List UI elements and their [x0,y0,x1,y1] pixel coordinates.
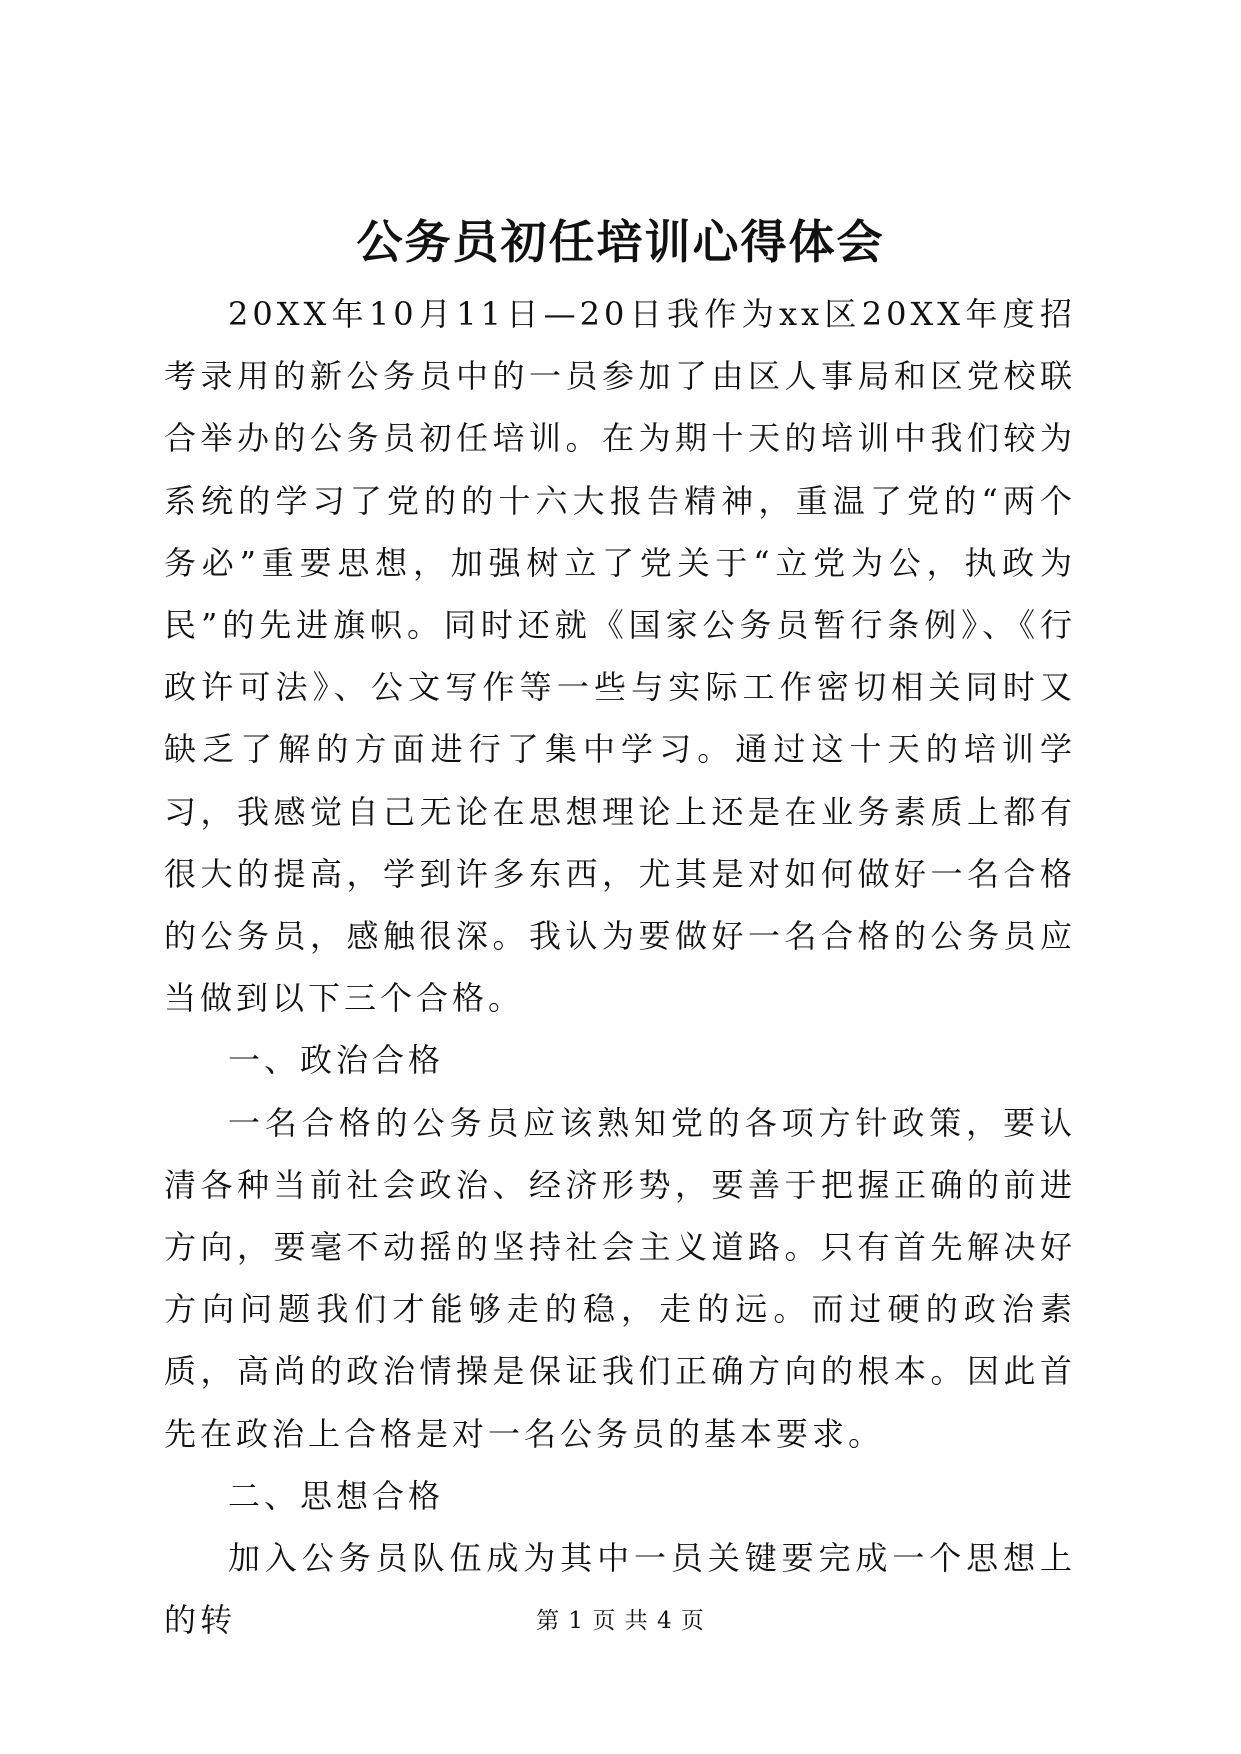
political-paragraph: 一名合格的公务员应该熟知党的各项方针政策，要认清各种当前社会政治、经济形势，要善于把握正确的前进方向，要毫不动摇的坚持社会主义道路。只有首先解决好方向问题我们才能够走的稳，走的远。而过硬的政治素质，高尚的政治情操是保证我们正确方向的根本。因此首先在政治上合格是对一名公务员的基本要求。 [164,1103,1076,1453]
page-footer: 第 1 页 共 4 页 [536,1608,705,1634]
section-heading-ideological: 二、思想合格 [228,1476,445,1515]
section-heading-political: 一、政治合格 [228,1041,445,1080]
document-title: 公务员初任培训心得体会 [356,215,885,269]
document-body [164,283,1076,1651]
ideological-paragraph: 加入公务员队伍成为其中一员关键要完成一个思想上的转 [164,1539,1076,1640]
intro-paragraph: 20XX年10月11日—20日我作为xx区20XX年度招考录用的新公务员中的一员参加了由区人事局和区党校联合举办的公务员初任培训。在为期十天的培训中我们较为系统的学习了党的的十六大报告精神，重温了党的“两个务必”重要思想，加强树立了党关于“立党为公，执政为民”的先进旗帜。同时还就《国家公务员暂行条例》、《行政许可法》、公文写作等一些与实际工作密切相关同时又缺乏了解的方面进行了集中学习。通过这十天的培训学习，我感觉自己无论在思想理论上还是在业务素质上都有很大的提高，学到许多东西，尤其是对如何做好一名合格的公务员，感触很深。我认为要做好一名合格的公务员应当做到以下三个合格。 [164,295,1076,1018]
